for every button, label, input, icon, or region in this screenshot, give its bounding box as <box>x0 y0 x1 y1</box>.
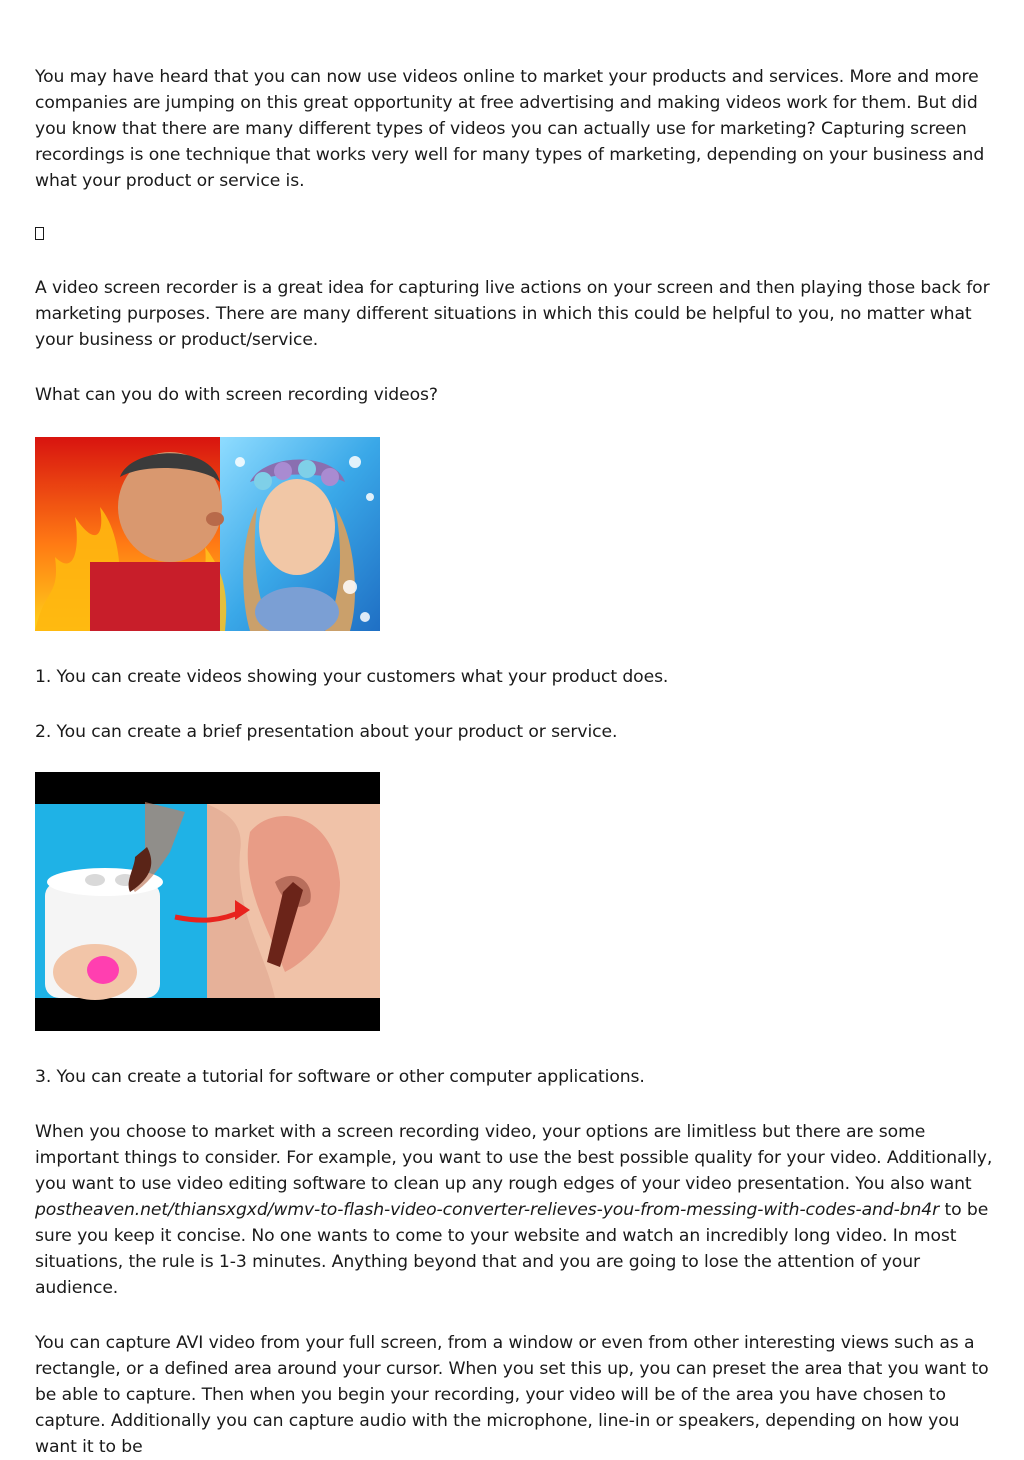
list-item-1: 1. You can create videos showing your customers what your product does. <box>35 667 669 687</box>
recorder-paragraph: A video screen recorder is a great idea for capturing live actions on your screen and then playing those back for marketing purposes. There are many different situations in which this could be helpful to you, no matter what your business or product/service. <box>35 278 990 350</box>
fire-ice-illustration <box>35 437 380 631</box>
question-paragraph: What can you do with screen recording videos? <box>35 385 438 405</box>
missing-glyph-line <box>35 221 995 247</box>
list-item-3: 3. You can create a tutorial for software or other computer applications. <box>35 1067 645 1087</box>
missing-character-box-icon <box>35 227 44 240</box>
inline-link[interactable]: postheaven.net/thiansxgxd/wmv-to-flash-video-converter-relieves-you-from-messing-with-codes-and-bn4r <box>35 1200 940 1220</box>
intro-paragraph: You may have heard that you can now use videos online to market your products and services. More and more companies are jumping on this great opportunity at free advertising and making videos work for them. But did you know that there are many different types of videos you can actually use for marketing? Capturing screen recordings is one technique that works very well for many types of marketing, depending on your business and what your product or service is. <box>35 67 985 191</box>
list-item-2: 2. You can create a brief presentation about your product or service. <box>35 722 618 742</box>
capture-paragraph: You can capture AVI video from your full screen, from a window or even from other interesting views such as a rectangle, or a defined area around your cursor. When you set this up, you can preset the area that you want to be able to capture. Then when you begin your recording, your video will be of the area you have chosen to capture. Additionally you can capture audio with the microphone, line-in or speakers, depending on how you want it to be <box>35 1333 989 1457</box>
options-text-after: to be sure you keep it concise. No one wants to come to your website and watch an incredibly long video. In most situations, the rule is 1-3 minutes. Anything beyond that and you are going to lose the attention of your audience. <box>35 1200 989 1298</box>
article-body <box>35 64 995 1460</box>
earbuds-thumbnail-image <box>35 772 380 1031</box>
options-paragraph <box>35 1119 995 1301</box>
earbuds-illustration <box>35 772 380 1031</box>
fire-ice-thumbnail-image <box>35 437 380 631</box>
options-text-before: When you choose to market with a screen recording video, your options are limitless but there are some important things to consider. For example, you want to use the best possible quality for your video. Additionally, you want to use video editing software to clean up any rough edges of your video presentation. You also want <box>35 1122 993 1194</box>
